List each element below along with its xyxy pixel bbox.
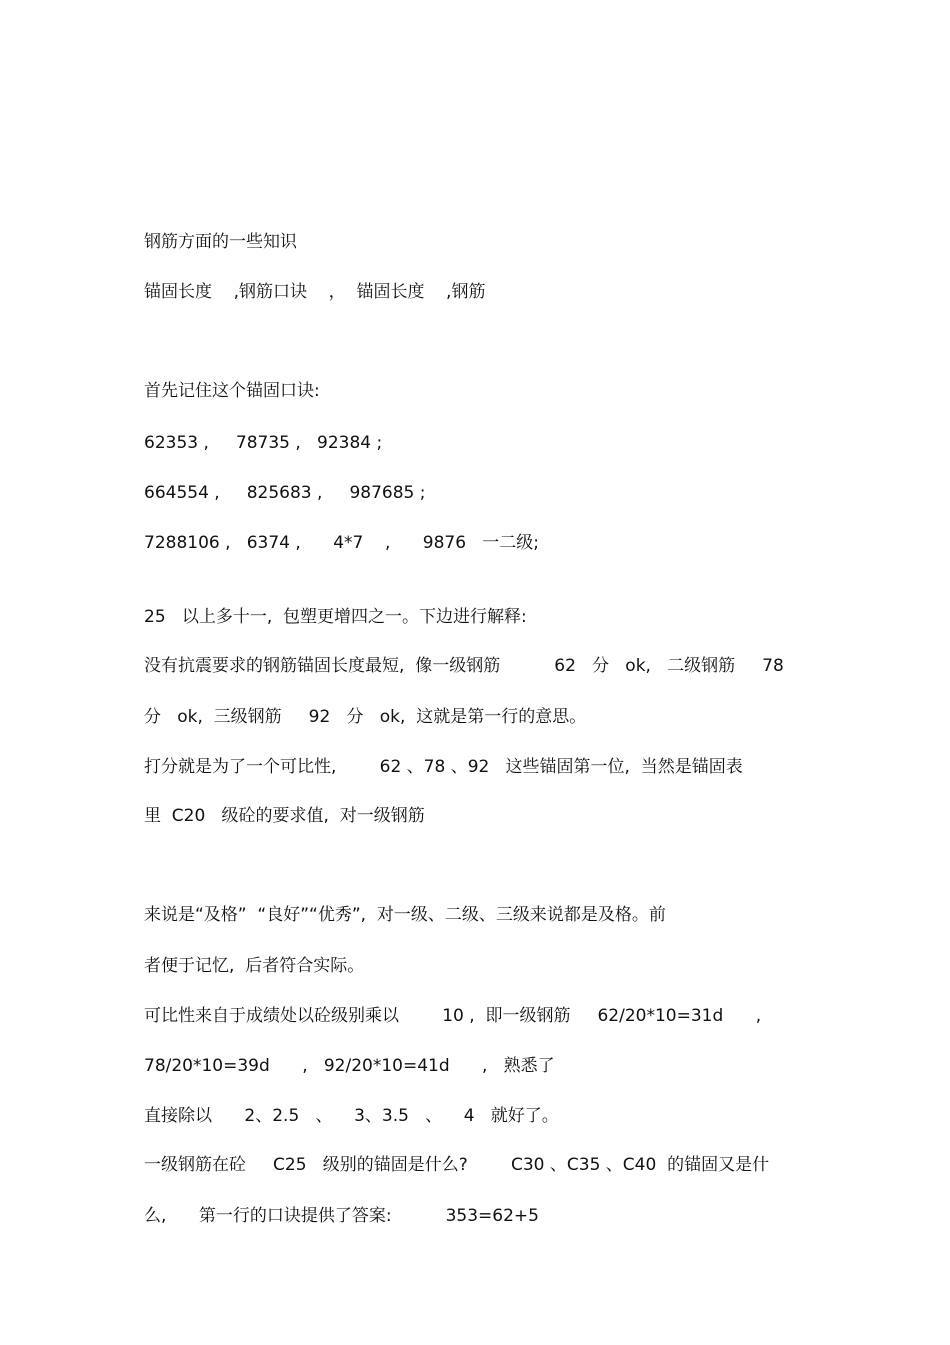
formula-line: 7288106 , 6374 , 4*7 , 9876 一二级; bbox=[144, 533, 540, 553]
paragraph-line: 78/20*10=39d , 92/20*10=41d , 熟悉了 bbox=[144, 1056, 555, 1076]
paragraph-line: 打分就是为了一个可比性, 62 、78 、92 这些锚固第一位, 当然是锚固表 bbox=[144, 757, 743, 777]
paragraph-line: 来说是“及格” “良好”“优秀”, 对一级、二级、三级来说都是及格。前 bbox=[144, 905, 666, 925]
paragraph-line: 可比性来自于成绩处以砼级别乘以 10 , 即一级钢筋 62/20*10=31d , bbox=[144, 1006, 762, 1026]
formula-line: 664554 , 825683 , 987685 ; bbox=[144, 483, 426, 503]
document-title: 钢筋方面的一些知识 bbox=[144, 232, 297, 252]
paragraph-line: 者便于记忆, 后者符合实际。 bbox=[144, 956, 365, 976]
paragraph-line: 首先记住这个锚固口诀: bbox=[144, 381, 320, 401]
paragraph-line: 分 ok, 三级钢筋 92 分 ok, 这就是第一行的意思。 bbox=[144, 707, 587, 727]
paragraph-line: 25 以上多十一, 包塑更增四之一。下边进行解释: bbox=[144, 607, 527, 627]
paragraph-line: 没有抗震要求的钢筋锚固长度最短, 像一级钢筋 62 分 ok, 二级钢筋 78 bbox=[144, 656, 784, 676]
keywords-line: 锚固长度 ,钢筋口诀 ， 锚固长度 ,钢筋 bbox=[144, 282, 486, 302]
paragraph-line: 直接除以 2、2.5 、 3、3.5 、 4 就好了。 bbox=[144, 1106, 559, 1126]
paragraph-line: 么, 第一行的口诀提供了答案: 353=62+5 bbox=[144, 1206, 539, 1226]
formula-line: 62353 , 78735 , 92384 ; bbox=[144, 433, 383, 453]
paragraph-line: 一级钢筋在砼 C25 级别的锚固是什么? C30 、C35 、C40 的锚固又是什 bbox=[144, 1155, 770, 1175]
paragraph-line: 里 C20 级砼的要求值, 对一级钢筋 bbox=[144, 806, 425, 826]
